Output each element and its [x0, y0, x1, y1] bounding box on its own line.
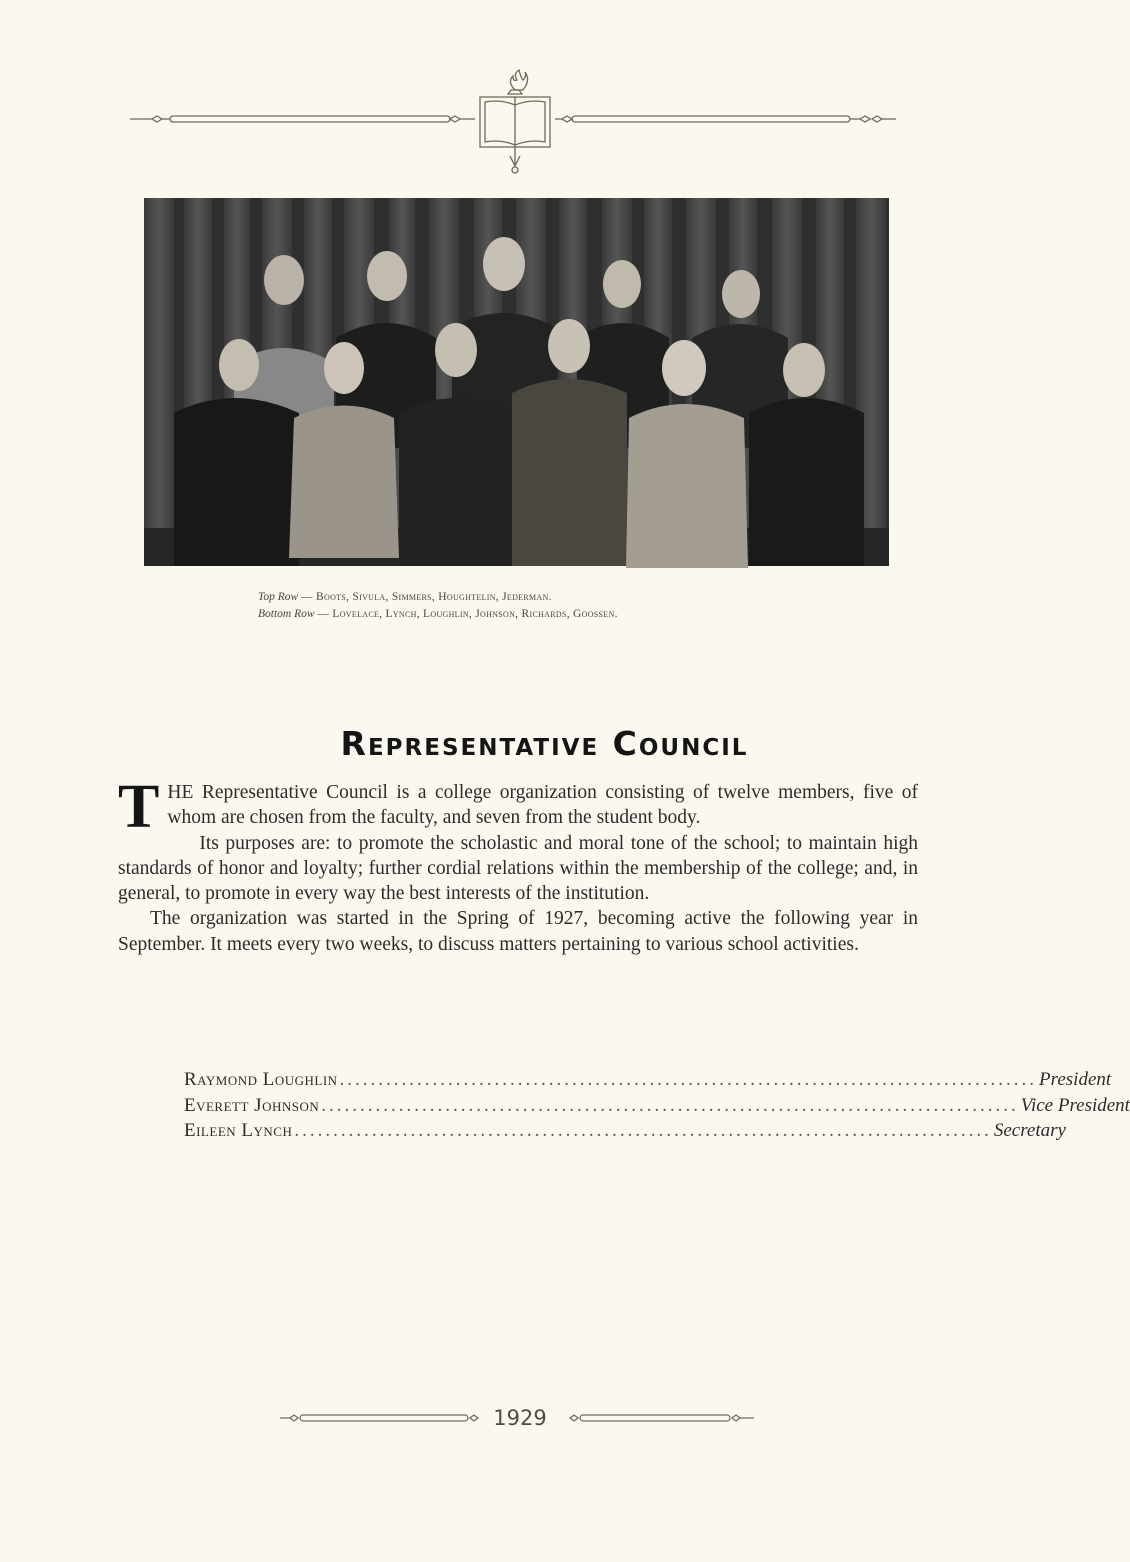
officer-title: Vice President [1020, 1094, 1130, 1116]
caption-bottom-row [258, 606, 858, 623]
caption-top-row [258, 589, 858, 606]
leader-dots: .......................................................................................... [294, 1120, 992, 1141]
caption-bottom-lead: Bottom Row [258, 608, 315, 620]
article-body [118, 773, 918, 957]
leader-dots: .......................................................................................... [321, 1094, 1019, 1116]
drop-cap: T [118, 773, 160, 841]
officer-row [184, 1093, 1130, 1119]
officer-row [184, 1118, 1066, 1144]
leader-dots: .......................................................................................... [339, 1069, 1038, 1090]
page-title: Representative Council [340, 724, 749, 763]
officer-name: Raymond Loughlin [184, 1069, 338, 1090]
caption-top-names: — Boots, Sivula, Simmers, Houghtelin, Jederman. [301, 591, 552, 603]
footer-year-ornament [280, 1400, 760, 1436]
officer-name: Everett Johnson [184, 1094, 320, 1116]
officer-row [184, 1067, 1112, 1093]
officer-title: Secretary [993, 1120, 1066, 1141]
officers-list [184, 1067, 1130, 1144]
paragraph-3: The organization was started in the Spring of 1927, becoming active the following year in September. It meets every two weeks, to discuss matters pertaining to various school activities. [118, 908, 918, 955]
officer-name: Eileen Lynch [184, 1120, 293, 1141]
paragraph-1 [118, 773, 918, 841]
paragraph-2: Its purposes are: to promote the scholastic and moral tone of the school; to maintain high standards of honor and loyalty; further cordial relations within the membership of the college; and, in general, to promote in every way the best interests of the institution. [118, 832, 918, 905]
footer-year: 1929 [493, 1406, 547, 1430]
paragraph-1-text: HE Representative Council is a college organization consisting of twelve members, five of whom are chosen from the faculty, and seven from the student body. [167, 782, 918, 829]
book-torch-ornament [130, 70, 900, 180]
photo-caption [258, 589, 858, 623]
caption-top-lead: Top Row [258, 591, 299, 603]
group-photograph [144, 198, 889, 566]
officer-title: President [1039, 1069, 1112, 1090]
caption-bottom-names: — Lovelace, Lynch, Loughlin, Johnson, Richards, Goossen. [317, 608, 618, 620]
